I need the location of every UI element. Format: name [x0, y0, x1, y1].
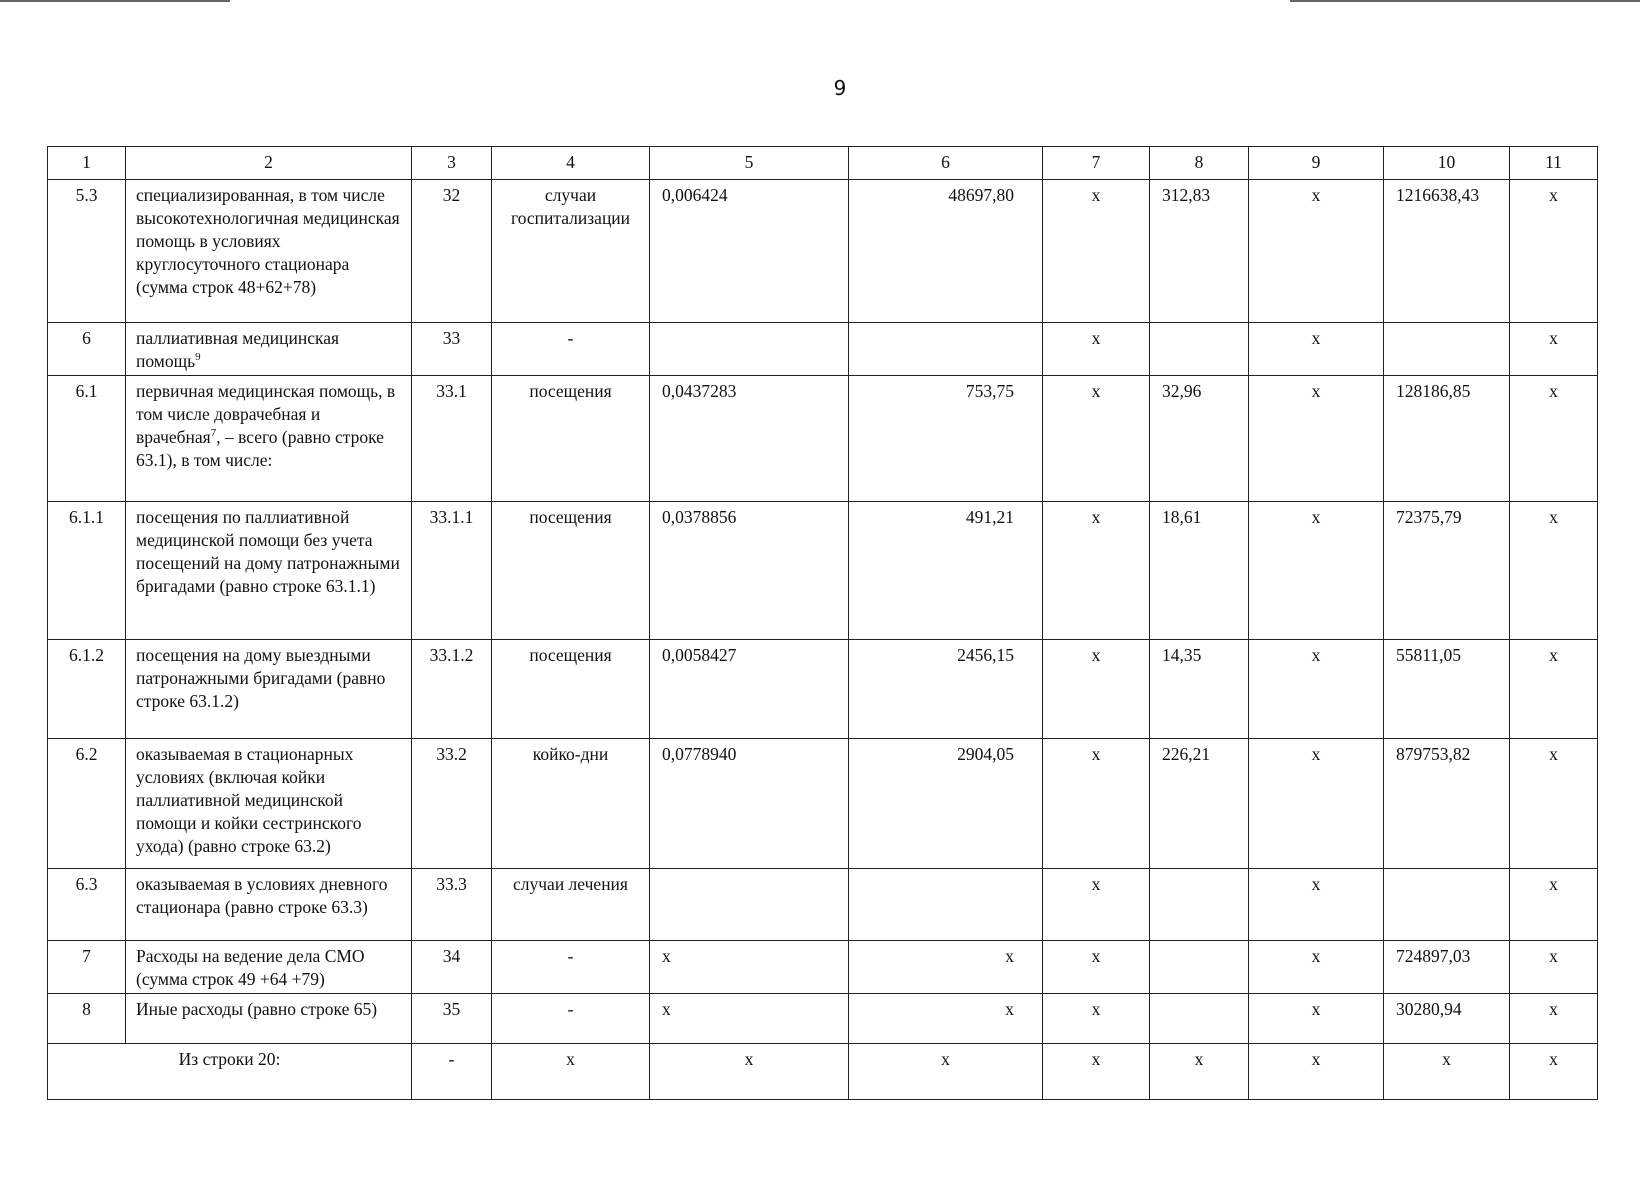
table-row: [48, 869, 1598, 941]
unit-cell: койко-дни: [492, 739, 650, 869]
unit-cell: посещения: [492, 376, 650, 502]
unit-cell: -: [492, 941, 650, 994]
row-description-cell: [126, 994, 412, 1044]
header-cell: 1: [48, 147, 126, 180]
footer-cell-c8: х: [1150, 1044, 1249, 1100]
value-cell-col9: х: [1249, 941, 1384, 994]
header-cell: 9: [1249, 147, 1384, 180]
description-text: посещения по паллиативной медицинской помощи без учета посещений на дому патронажными бригадами (равно строке 63.1.1): [136, 507, 400, 596]
unit-cell: посещения: [492, 640, 650, 739]
footer-cell-c10: х: [1384, 1044, 1510, 1100]
footnote-marker: 9: [195, 351, 201, 364]
value-cell-col9: х: [1249, 502, 1384, 640]
footer-row: [48, 1044, 1598, 1100]
line-code-cell: 33: [412, 323, 492, 376]
description-text: посещения на дому выездными патронажными бригадами (равно строке 63.1.2): [136, 645, 386, 711]
unit-cell: -: [492, 323, 650, 376]
footer-cell-c4: х: [492, 1044, 650, 1100]
row-description-cell: [126, 180, 412, 323]
table-row: [48, 994, 1598, 1044]
value-cell-col10: 724897,03: [1384, 941, 1510, 994]
value-cell-col7: х: [1043, 323, 1150, 376]
footer-cell-c7: х: [1043, 1044, 1150, 1100]
footer-cell-c9: х: [1249, 1044, 1384, 1100]
line-code-cell: 33.3: [412, 869, 492, 941]
header-cell: 5: [650, 147, 849, 180]
line-code-cell: 34: [412, 941, 492, 994]
description-text: первичная медицинская помощь, в том числе доврачебная и врачебная: [136, 381, 396, 447]
table-row: [48, 376, 1598, 502]
header-cell: 3: [412, 147, 492, 180]
value-cell-col7: х: [1043, 739, 1150, 869]
value-cell-col9: х: [1249, 994, 1384, 1044]
footer-cell-c6: х: [849, 1044, 1043, 1100]
row-description-cell: [126, 502, 412, 640]
page-number: 9: [833, 76, 847, 100]
value-cell-col8: 226,21: [1150, 739, 1249, 869]
table-row: [48, 180, 1598, 323]
row-description-cell: [126, 739, 412, 869]
row-description-cell: [126, 376, 412, 502]
value-cell-col5: х: [650, 994, 849, 1044]
table-row: [48, 502, 1598, 640]
value-cell-col5: х: [650, 941, 849, 994]
value-cell-col8: 18,61: [1150, 502, 1249, 640]
value-cell-col7: х: [1043, 994, 1150, 1044]
value-cell-col5: 0,006424: [650, 180, 849, 323]
description-text: оказываемая в стационарных условиях (включая койки паллиативной медицинской помощи и койки сестринского ухода) (равно строке 63.2): [136, 744, 362, 856]
header-row: [48, 147, 1598, 180]
description-text: Иные расходы (равно строке 65): [136, 999, 378, 1019]
description-text: паллиативная медицинская помощь: [136, 328, 340, 371]
footer-label: Из строки 20:: [48, 1044, 412, 1100]
table-row: [48, 323, 1598, 376]
table-row: [48, 739, 1598, 869]
value-cell-col6: 48697,80: [849, 180, 1043, 323]
row-number-cell: 6.2: [48, 739, 126, 869]
value-cell-col9: х: [1249, 640, 1384, 739]
line-code-cell: 33.1: [412, 376, 492, 502]
footer-cell-c5: х: [650, 1044, 849, 1100]
value-cell-col7: х: [1043, 502, 1150, 640]
table-row: [48, 640, 1598, 739]
header-cell: 6: [849, 147, 1043, 180]
value-cell-col8: [1150, 323, 1249, 376]
row-number-cell: 6: [48, 323, 126, 376]
header-cell: 7: [1043, 147, 1150, 180]
value-cell-col10: 55811,05: [1384, 640, 1510, 739]
line-code-cell: 33.2: [412, 739, 492, 869]
value-cell-col5: [650, 869, 849, 941]
value-cell-col8: [1150, 994, 1249, 1044]
row-description-cell: [126, 640, 412, 739]
value-cell-col11: х: [1510, 180, 1598, 323]
value-cell-col11: х: [1510, 739, 1598, 869]
header-cell: 8: [1150, 147, 1249, 180]
value-cell-col11: х: [1510, 502, 1598, 640]
value-cell-col6: 491,21: [849, 502, 1043, 640]
value-cell-col6: [849, 869, 1043, 941]
value-cell-col8: 312,83: [1150, 180, 1249, 323]
value-cell-col9: х: [1249, 869, 1384, 941]
value-cell-col11: х: [1510, 640, 1598, 739]
value-cell-col8: [1150, 941, 1249, 994]
unit-cell: посещения: [492, 502, 650, 640]
value-cell-col6: 2456,15: [849, 640, 1043, 739]
line-code-cell: 33.1.2: [412, 640, 492, 739]
value-cell-col6: х: [849, 994, 1043, 1044]
row-description-cell: [126, 323, 412, 376]
value-cell-col11: х: [1510, 323, 1598, 376]
footer-cell-c11: х: [1510, 1044, 1598, 1100]
value-cell-col8: [1150, 869, 1249, 941]
value-cell-col9: х: [1249, 376, 1384, 502]
value-cell-col10: 879753,82: [1384, 739, 1510, 869]
value-cell-col10: 1216638,43: [1384, 180, 1510, 323]
value-cell-col7: х: [1043, 941, 1150, 994]
description-text: оказываемая в условиях дневного стационара (равно строке 63.3): [136, 874, 388, 917]
value-cell-col9: х: [1249, 180, 1384, 323]
row-number-cell: 6.3: [48, 869, 126, 941]
value-cell-col5: 0,0778940: [650, 739, 849, 869]
footer-cell-c3: -: [412, 1044, 492, 1100]
table-row: [48, 941, 1598, 994]
description-text: Расходы на ведение дела СМО (сумма строк 49 +64 +79): [136, 946, 365, 989]
value-cell-col11: х: [1510, 869, 1598, 941]
data-table: [47, 146, 1598, 1100]
value-cell-col10: [1384, 323, 1510, 376]
value-cell-col5: [650, 323, 849, 376]
unit-cell: -: [492, 994, 650, 1044]
value-cell-col6: х: [849, 941, 1043, 994]
value-cell-col8: 32,96: [1150, 376, 1249, 502]
value-cell-col9: х: [1249, 323, 1384, 376]
top-rule-right: [1290, 0, 1640, 2]
line-code-cell: 33.1.1: [412, 502, 492, 640]
value-cell-col7: х: [1043, 180, 1150, 323]
top-rule-left: [0, 0, 230, 2]
value-cell-col11: х: [1510, 994, 1598, 1044]
value-cell-col9: х: [1249, 739, 1384, 869]
value-cell-col10: 72375,79: [1384, 502, 1510, 640]
value-cell-col5: 0,0058427: [650, 640, 849, 739]
description-text-tail: , – всего (равно строке 63.1), в том числе:: [136, 427, 384, 470]
unit-cell: случаи лечения: [492, 869, 650, 941]
line-code-cell: 35: [412, 994, 492, 1044]
value-cell-col7: х: [1043, 376, 1150, 502]
row-number-cell: 7: [48, 941, 126, 994]
value-cell-col6: 2904,05: [849, 739, 1043, 869]
line-code-cell: 32: [412, 180, 492, 323]
value-cell-col5: 0,0378856: [650, 502, 849, 640]
value-cell-col7: х: [1043, 640, 1150, 739]
value-cell-col8: 14,35: [1150, 640, 1249, 739]
value-cell-col10: 128186,85: [1384, 376, 1510, 502]
value-cell-col6: [849, 323, 1043, 376]
value-cell-col10: [1384, 869, 1510, 941]
row-number-cell: 8: [48, 994, 126, 1044]
value-cell-col11: х: [1510, 376, 1598, 502]
description-text: специализированная, в том числе высокотехнологичная медицинская помощь в условиях круглосуточного стационара (сумма строк 48+62+78): [136, 185, 400, 297]
value-cell-col7: х: [1043, 869, 1150, 941]
value-cell-col6: 753,75: [849, 376, 1043, 502]
header-cell: 11: [1510, 147, 1598, 180]
header-cell: 4: [492, 147, 650, 180]
value-cell-col5: 0,0437283: [650, 376, 849, 502]
value-cell-col11: х: [1510, 941, 1598, 994]
row-description-cell: [126, 869, 412, 941]
header-cell: 2: [126, 147, 412, 180]
unit-cell: случаи госпитализации: [492, 180, 650, 323]
row-number-cell: 5.3: [48, 180, 126, 323]
row-number-cell: 6.1: [48, 376, 126, 502]
footnote-marker: 7: [210, 427, 217, 440]
row-description-cell: [126, 941, 412, 994]
row-number-cell: 6.1.2: [48, 640, 126, 739]
value-cell-col10: 30280,94: [1384, 994, 1510, 1044]
row-number-cell: 6.1.1: [48, 502, 126, 640]
header-cell: 10: [1384, 147, 1510, 180]
